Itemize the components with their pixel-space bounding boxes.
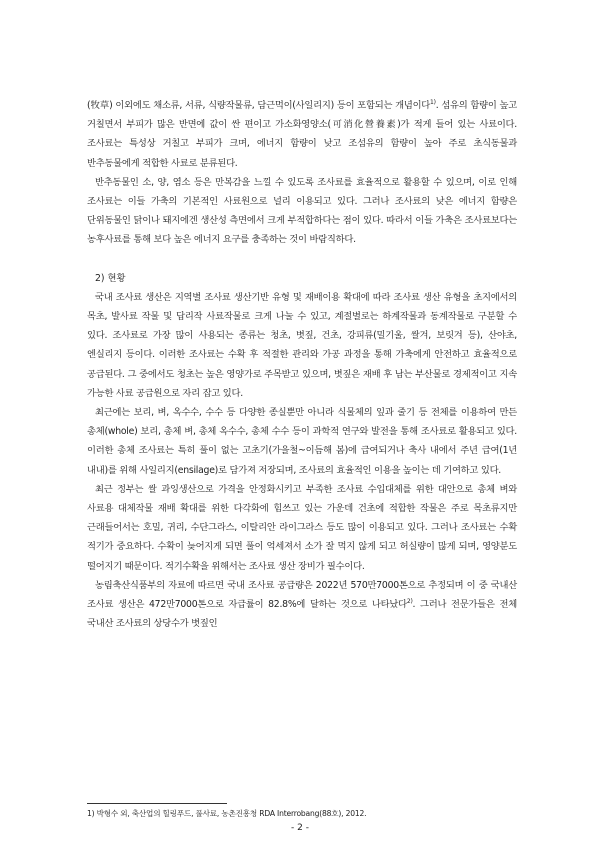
paragraph-definition: (牧草) 이외에도 채소류, 서류, 식량작물류, 담근먹이(사일리지) 등이 포함되는 개념이다$^{1)}$. 섬유의 함량이 높고 거칠면서 부피가 많은 반면에 값이 싼 편이고 가소화영양소(可消化營養素)가 적게 들어 있는 사료이다. 조사료는 특성상 거칠고 부피가 크며, 에너지 함량이 낮고 조섬유의 함량이 높아 주로 초식동물과 반추동물에게 적합한 사료로 분류된다. xyxy=(87,99,517,169)
paragraph-domestic-production: 국내 조사료 생산은 지역별 조사료 생산기반 유형 및 재배이용 확대에 따라 조사료 생산 유형을 초지에서의 목초, 발사료 작물 및 답리작 사료작물로 크게 나눌 수 있고, 계절별로는 하계작물과 동계작물로 구분할 수 있다. 조사료로 가장 많이 사용되는 종류는 청초, 볏짚, 건초, 강피류(밀기울, 쌀겨, 보릿겨 등), 산야초, 엔실리지 등이다. 이러한 조사료는 수확 후 적절한 관리와 가공 과정을 통해 가축에게 안전하고 효율적으로 공급된다. 그 중에서도 청초는 높은 영양가로 주목받고 있으며, 볏짚은 재배 후 남는 부산물로 경제적이고 지속 가능한 사료 공급원으로 자리 잡고 있다. xyxy=(87,291,517,399)
footnote-1: 1) 박형수 외, 축산업의 힐링푸드, 풀사료, 농촌진흥청 RDA Interrobang(88호), 2012. xyxy=(87,809,367,818)
page-body xyxy=(87,96,517,633)
page-number: - 2 - xyxy=(291,823,309,833)
paragraph-supply-statistics: 농림축산식품부의 자료에 따르면 국내 조사료 공급량은 2022년 570만7000톤으로 추정되며 이 중 국내산 조사료 생산은 472만7000톤으로 자급률이 82.8%에 달하는 것으로 나타났다$^{2)}$. 그러나 전문가들은 전체 국내산 조사료의 상당수가 볏짚인 xyxy=(87,579,517,630)
footnote-ref-1[interactable]: 1) xyxy=(430,99,436,106)
paragraph-government-policy: 최근 정부는 쌀 과잉생산으로 가격을 안정화시키고 부족한 조사료 수입대체를 위한 대안으로 총체 벼와 사료용 대체작물 재배 확대를 위한 다각화에 힘쓰고 있는 가운데 건초에 적합한 작물은 주로 목초류지만 근래들어서는 호밀, 귀리, 수단그라스, 이탈리안 라이그라스 등도 많이 이용되고 있다. 그러나 조사료는 수확 적기가 중요하다. 수확이 늦어지게 되면 풀이 억세져서 소가 잘 먹지 않게 되고 허실량이 많게 되며, 영양분도 떨어지기 때문이다. 적기수확을 위해서는 조사료 생산 장비가 필수이다. xyxy=(87,483,517,572)
section-heading: 2) 현황 xyxy=(95,272,126,284)
paragraph-ruminants: 반추동물인 소, 양, 염소 등은 만복감을 느낄 수 있도록 조사료를 효율적으로 활용할 수 있으며, 이로 인해 조사료는 이들 가축의 기본적인 사료원으로 널리 이용되고 있다. 그러나 조사료의 낮은 에너지 함량은 단위동물인 닭이나 돼지에겐 생산성 측면에서 크게 부적합하다는 점이 있다. 따라서 이들 가축은 조사료보다는 농후사료를 통해 보다 높은 에너지 요구를 충족하는 것이 바람직하다. xyxy=(87,176,517,246)
paragraph-whole-crop: 최근에는 보리, 벼, 옥수수, 수수 등 다양한 종실뿐만 아니라 식물체의 잎과 줄기 등 전체를 이용하여 만든 총체(whole) 보리, 총체 벼, 총체 옥수수, 총체 수수 등이 과학적 연구와 발전을 통해 조사료로 활용되고 있다. 이러한 총체 조사료는 특히 풀이 없는 고초기(가을철~이듬해 봄)에 급여되거나 축사 내에서 주년 급여(1년 내내)를 위해 사일리지(ensilage)로 담가져 저장되며, 조사료의 효율적인 이용을 높이는 데 기여하고 있다. xyxy=(87,407,517,476)
footnote-divider xyxy=(87,803,227,804)
footnote-ref-2[interactable]: 2) xyxy=(406,598,413,606)
